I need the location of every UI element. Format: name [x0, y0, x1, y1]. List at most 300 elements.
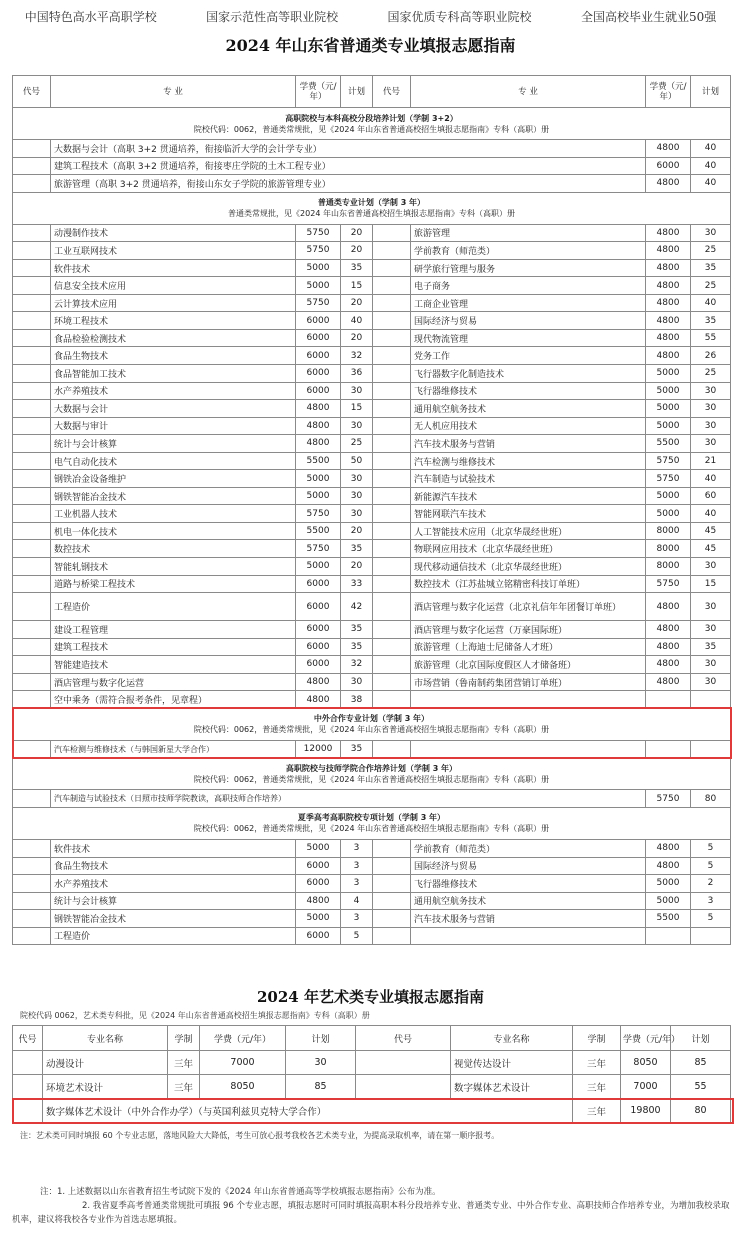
code-cell [373, 470, 411, 488]
years-cell: 三年 [573, 1099, 621, 1123]
plan-cell: 30 [341, 505, 373, 523]
code-cell [13, 505, 51, 523]
plan-cell: 40 [691, 505, 731, 523]
major-cell: 市场营销（鲁南制药集团营销订单班） [411, 673, 646, 691]
fee-cell: 5750 [296, 540, 341, 558]
major-cell: 工程造价 [51, 593, 296, 621]
footnote-2: 2. 我省夏季高考普通类常规批可填报 96 个专业志愿，填报志愿时可同时填报高职本科分段培养专业、普通类专业、中外合作专业、高职技师合作培养专业，为增加我校录取机率，建议将我校各专业作为首选志愿填报。 [12, 1201, 730, 1225]
table-row [13, 839, 731, 857]
plan-cell: 2 [691, 875, 731, 893]
fee-cell: 4800 [646, 857, 691, 875]
fee-cell: 4800 [646, 329, 691, 347]
main-title: 2024 年山东省普通类专业填报志愿指南 [225, 36, 516, 55]
section-header-s4 [13, 758, 731, 790]
code-cell [373, 312, 411, 330]
major-cell: 食品生物技术 [51, 347, 296, 365]
fee-cell: 4800 [296, 417, 341, 435]
art-name-cell: 动漫设计 [43, 1051, 168, 1075]
plan-cell: 35 [341, 259, 373, 277]
empty-cell [646, 740, 691, 758]
plan-cell: 50 [341, 452, 373, 470]
plan-cell: 35 [341, 740, 373, 758]
plan-cell: 4 [341, 892, 373, 910]
fee-cell: 6000 [296, 365, 341, 383]
code-cell [13, 638, 51, 656]
code-cell [373, 691, 411, 709]
major-cell: 工程造价 [51, 927, 296, 945]
fee-cell: 4800 [296, 673, 341, 691]
plan-cell: 55 [671, 1075, 731, 1099]
major-cell [411, 691, 646, 709]
fee-cell: 5500 [646, 435, 691, 453]
code-cell [13, 691, 51, 709]
plan-cell: 3 [341, 839, 373, 857]
table-row [13, 857, 731, 875]
fee-cell: 8050 [200, 1075, 286, 1099]
table-row [13, 242, 731, 260]
major-cell: 钢铁智能冶金技术 [51, 910, 296, 928]
plan-cell: 40 [691, 294, 731, 312]
art-name-cell: 视觉传达设计 [451, 1051, 573, 1075]
major-cell: 食品检验检测技术 [51, 329, 296, 347]
header-fee: 学费（元/年） [296, 76, 341, 108]
art-footnote: 注：艺术类可同时填报 60 个专业志愿，落地风险大大降低，考生可放心报考我校各艺术类专业，为提高录取机率，请在第一顺序报考。 [20, 1131, 500, 1140]
table-row [13, 593, 731, 621]
fee-cell: 5750 [296, 242, 341, 260]
plan-cell: 25 [691, 365, 731, 383]
code-cell [356, 1051, 451, 1075]
plan-cell: 20 [341, 242, 373, 260]
table-row [13, 400, 731, 418]
years-cell: 三年 [168, 1075, 200, 1099]
code-cell [373, 277, 411, 295]
code-cell [373, 224, 411, 242]
plan-cell: 35 [691, 312, 731, 330]
code-cell [373, 435, 411, 453]
art-header-row [13, 1026, 731, 1051]
major-cell: 党务工作 [411, 347, 646, 365]
fee-cell: 4800 [646, 839, 691, 857]
section-subtitle: 院校代码：0062，普通类常规批，见《2024 年山东省普通高校招生填报志愿指南》专科（高职）册 [193, 725, 550, 735]
fee-cell: 8050 [621, 1051, 671, 1075]
plan-cell: 5 [691, 857, 731, 875]
plan-cell: 45 [691, 522, 731, 540]
header-plan: 计划 [341, 76, 373, 108]
footnote-1: 注：1. 上述数据以山东省教育招生考试院下发的《2024 年山东省普通高等学校填报志愿指南》公布为准。 [40, 1187, 441, 1197]
fee-cell: 6000 [296, 927, 341, 945]
fee-cell: 19800 [621, 1099, 671, 1123]
art-name-cell: 数字媒体艺术设计 [451, 1075, 573, 1099]
section-title-cell [13, 807, 731, 839]
years-cell: 三年 [573, 1051, 621, 1075]
plan-cell: 25 [691, 242, 731, 260]
major-cell: 现代移动通信技术（北京华晟经世班） [411, 558, 646, 576]
section-header-s3 [13, 708, 731, 740]
fee-cell: 4800 [646, 242, 691, 260]
major-cell: 飞行器维修技术 [411, 382, 646, 400]
code-cell [13, 593, 51, 621]
major-cell: 汽车检测与维修技术（与韩国新星大学合作） [51, 740, 296, 758]
code-cell [373, 382, 411, 400]
plan-cell: 35 [341, 638, 373, 656]
code-cell [13, 277, 51, 295]
fee-cell: 5750 [296, 224, 341, 242]
major-cell: 统计与会计核算 [51, 892, 296, 910]
code-cell [13, 329, 51, 347]
art-row [13, 1075, 731, 1099]
code-cell [13, 522, 51, 540]
plan-cell: 3 [341, 910, 373, 928]
art-header-code: 代号 [13, 1026, 43, 1051]
major-cell: 现代物流管理 [411, 329, 646, 347]
section-title-cell [13, 758, 731, 790]
fee-cell: 8000 [646, 540, 691, 558]
plan-cell: 15 [691, 575, 731, 593]
fee-cell: 4800 [646, 673, 691, 691]
plan-cell: 38 [341, 691, 373, 709]
code-cell [373, 575, 411, 593]
major-cell: 汽车检测与维修技术 [411, 452, 646, 470]
code-cell [13, 435, 51, 453]
code-cell [13, 452, 51, 470]
fee-cell: 4800 [296, 691, 341, 709]
major-cell: 新能源汽车技术 [411, 487, 646, 505]
table-row [13, 452, 731, 470]
empty-cell [411, 740, 646, 758]
tagline: 中国特色高水平高职学校 [24, 9, 157, 24]
general-majors-table [12, 75, 731, 945]
table-row [13, 522, 731, 540]
plan-cell: 3 [691, 892, 731, 910]
major-cell: 建筑工程技术 [51, 638, 296, 656]
table-row [13, 540, 731, 558]
plan-cell: 30 [691, 417, 731, 435]
fee-cell: 6000 [296, 312, 341, 330]
art-header-fee: 学费（元/年） [200, 1026, 286, 1051]
art-title: 2024 年艺术类专业填报志愿指南 [257, 988, 484, 1006]
code-cell [13, 857, 51, 875]
plan-cell: 30 [691, 400, 731, 418]
table-row [13, 910, 731, 928]
plan-cell: 32 [341, 656, 373, 674]
major-cell: 道路与桥梁工程技术 [51, 575, 296, 593]
fee-cell: 6000 [296, 347, 341, 365]
major-cell: 旅游管理（上海迪士尼储备人才班） [411, 638, 646, 656]
code-cell [13, 621, 51, 639]
code-cell [373, 505, 411, 523]
table-row [13, 435, 731, 453]
years-cell: 三年 [573, 1075, 621, 1099]
major-cell: 汽车技术服务与营销 [411, 435, 646, 453]
major-cell: 信息安全技术应用 [51, 277, 296, 295]
code-cell [373, 621, 411, 639]
plan-cell: 30 [341, 382, 373, 400]
art-header-plan: 计划 [671, 1026, 731, 1051]
major-cell: 云计算技术应用 [51, 294, 296, 312]
table-header-row [13, 76, 731, 108]
plan-cell: 30 [691, 435, 731, 453]
major-cell: 大数据与会计（高职 3+2 贯通培养，衔接临沂大学的会计学专业） [51, 140, 646, 158]
major-cell: 飞行器维修技术 [411, 875, 646, 893]
fee-cell: 4800 [646, 140, 691, 158]
plan-cell: 20 [341, 522, 373, 540]
code-cell [373, 875, 411, 893]
table-row [13, 558, 731, 576]
table-row [13, 294, 731, 312]
fee-cell: 5750 [296, 294, 341, 312]
major-cell: 建设工程管理 [51, 621, 296, 639]
plan-cell [691, 927, 731, 945]
fee-cell: 5000 [646, 400, 691, 418]
code-cell [13, 365, 51, 383]
plan-cell: 40 [691, 157, 731, 175]
table-row [13, 470, 731, 488]
major-cell: 酒店管理与数字化运营（万豪国际班） [411, 621, 646, 639]
code-cell [13, 312, 51, 330]
code-cell [13, 927, 51, 945]
table-row [13, 365, 731, 383]
table-row [13, 505, 731, 523]
major-cell: 旅游管理（北京国际度假区人才储备班） [411, 656, 646, 674]
plan-cell: 35 [691, 259, 731, 277]
major-cell: 汽车技术服务与营销 [411, 910, 646, 928]
footnotes [12, 1185, 730, 1227]
fee-cell: 6000 [296, 329, 341, 347]
code-cell [13, 740, 51, 758]
code-cell [13, 1075, 43, 1099]
code-cell [13, 487, 51, 505]
empty-cell [691, 740, 731, 758]
table-row [13, 790, 731, 808]
table-row [13, 312, 731, 330]
plan-cell: 36 [341, 365, 373, 383]
fee-cell: 6000 [296, 575, 341, 593]
code-cell [373, 294, 411, 312]
fee-cell: 5000 [296, 487, 341, 505]
fee-cell: 4800 [646, 638, 691, 656]
tagline: 国家示范性高等职业院校 [206, 9, 339, 24]
tagline: 国家优质专科高等职业院校 [387, 9, 532, 24]
code-cell [373, 400, 411, 418]
section-title: 普通类专业计划（学制 3 年） [317, 198, 426, 208]
plan-cell: 20 [341, 558, 373, 576]
code-cell [13, 224, 51, 242]
fee-cell: 8000 [646, 558, 691, 576]
code-cell [13, 382, 51, 400]
plan-cell: 45 [691, 540, 731, 558]
years-cell: 三年 [168, 1051, 200, 1075]
code-cell [13, 1099, 43, 1123]
table-row [13, 329, 731, 347]
art-batch-note: 院校代码 0062，艺术类专科批，见《2024 年山东省普通高校招生填报志愿指南》专科（高职）册 [20, 1011, 370, 1020]
fee-cell: 6000 [296, 857, 341, 875]
code-cell [373, 365, 411, 383]
fee-cell: 6000 [296, 638, 341, 656]
table-row [13, 417, 731, 435]
table-row [13, 691, 731, 709]
table-row [13, 259, 731, 277]
major-cell: 汽车制造与试验技术（日照市技师学院教读，高职技师合作培养） [51, 790, 646, 808]
section-subtitle: 普通类常规批，见《2024 年山东省普通高校招生填报志愿指南》专科（高职）册 [228, 209, 515, 219]
fee-cell: 6000 [296, 593, 341, 621]
code-cell [13, 259, 51, 277]
table-row [13, 740, 731, 758]
major-cell: 旅游管理（高职 3+2 贯通培养，衔接山东女子学院的旅游管理专业） [51, 175, 646, 193]
code-cell [13, 157, 51, 175]
major-cell: 智能网联汽车技术 [411, 505, 646, 523]
plan-cell: 30 [341, 417, 373, 435]
plan-cell: 32 [341, 347, 373, 365]
major-cell: 大数据与审计 [51, 417, 296, 435]
code-cell [373, 892, 411, 910]
fee-cell: 5000 [646, 875, 691, 893]
fee-cell: 5000 [296, 839, 341, 857]
major-cell: 飞行器数字化制造技术 [411, 365, 646, 383]
major-cell: 空中乘务（需符合报考条件，见章程） [51, 691, 296, 709]
fee-cell: 4800 [646, 175, 691, 193]
major-cell: 水产养殖技术 [51, 875, 296, 893]
section-title-cell [13, 708, 731, 740]
fee-cell: 5750 [296, 505, 341, 523]
major-cell [411, 927, 646, 945]
plan-cell: 30 [691, 224, 731, 242]
empty-cell [373, 740, 411, 758]
art-name-cell: 环境艺术设计 [43, 1075, 168, 1099]
code-cell [373, 417, 411, 435]
table-row [13, 621, 731, 639]
major-cell: 钢铁智能冶金技术 [51, 487, 296, 505]
plan-cell [691, 691, 731, 709]
plan-cell: 25 [341, 435, 373, 453]
fee-cell: 5750 [646, 470, 691, 488]
art-name-cell: 数字媒体艺术设计（中外合作办学）（与英国利兹贝克特大学合作） [43, 1099, 573, 1123]
major-cell: 物联网应用技术（北京华晟经世班） [411, 540, 646, 558]
code-cell [373, 540, 411, 558]
art-majors-table [12, 1025, 731, 1123]
code-cell [373, 329, 411, 347]
fee-cell: 5000 [296, 910, 341, 928]
fee-cell: 8000 [646, 522, 691, 540]
plan-cell: 40 [691, 175, 731, 193]
code-cell [373, 857, 411, 875]
header-code: 代号 [373, 76, 411, 108]
fee-cell: 12000 [296, 740, 341, 758]
section-title: 中外合作专业计划（学制 3 年） [313, 714, 430, 724]
art-header-name: 专业名称 [451, 1026, 573, 1051]
art-row-sino-foreign [13, 1099, 731, 1123]
code-cell [373, 927, 411, 945]
fee-cell: 4800 [646, 259, 691, 277]
plan-cell: 3 [341, 857, 373, 875]
fee-cell: 4800 [646, 277, 691, 295]
plan-cell: 40 [341, 312, 373, 330]
plan-cell: 85 [286, 1075, 356, 1099]
fee-cell: 4800 [646, 593, 691, 621]
taglines [0, 0, 741, 32]
major-cell: 酒店管理与数字化运营 [51, 673, 296, 691]
major-cell: 软件技术 [51, 259, 296, 277]
section-title-cell [13, 192, 731, 224]
major-cell: 智能建造技术 [51, 656, 296, 674]
plan-cell: 15 [341, 277, 373, 295]
major-cell: 研学旅行管理与服务 [411, 259, 646, 277]
major-cell: 数控技术（江苏盐城立铭精密科技订单班） [411, 575, 646, 593]
art-row [13, 1051, 731, 1075]
major-cell: 通用航空航务技术 [411, 400, 646, 418]
code-cell [13, 347, 51, 365]
code-cell [13, 575, 51, 593]
table-row [13, 673, 731, 691]
section-subtitle: 院校代码：0062，普通类常规批，见《2024 年山东省普通高校招生填报志愿指南》专科（高职）册 [193, 774, 550, 784]
fee-cell: 5000 [646, 365, 691, 383]
table-row [13, 575, 731, 593]
fee-cell: 5500 [646, 910, 691, 928]
fee-cell: 5750 [646, 575, 691, 593]
major-cell: 食品生物技术 [51, 857, 296, 875]
major-cell: 工业机器人技术 [51, 505, 296, 523]
fee-cell: 5750 [646, 452, 691, 470]
code-cell [373, 522, 411, 540]
major-cell: 汽车制造与试验技术 [411, 470, 646, 488]
major-cell: 无人机应用技术 [411, 417, 646, 435]
fee-cell: 4800 [646, 347, 691, 365]
plan-cell: 20 [341, 294, 373, 312]
major-cell: 建筑工程技术（高职 3+2 贯通培养，衔接枣庄学院的土木工程专业） [51, 157, 646, 175]
major-cell: 食品智能加工技术 [51, 365, 296, 383]
table-row [13, 277, 731, 295]
header-major: 专 业 [51, 76, 296, 108]
section-header-s2 [13, 192, 731, 224]
plan-cell: 80 [671, 1099, 731, 1123]
code-cell [373, 242, 411, 260]
major-cell: 统计与会计核算 [51, 435, 296, 453]
section-title: 高职院校与本科高校分段培养计划（学制 3+2） [285, 113, 458, 123]
code-cell [13, 470, 51, 488]
fee-cell: 7000 [621, 1075, 671, 1099]
plan-cell: 35 [341, 621, 373, 639]
table-row [13, 382, 731, 400]
major-cell: 通用航空航务技术 [411, 892, 646, 910]
fee-cell: 6000 [296, 621, 341, 639]
art-header-plan: 计划 [286, 1026, 356, 1051]
fee-cell: 5000 [296, 558, 341, 576]
code-cell [13, 175, 51, 193]
table-row [13, 638, 731, 656]
table-row [13, 487, 731, 505]
fee-cell: 4800 [296, 435, 341, 453]
plan-cell: 30 [286, 1051, 356, 1075]
plan-cell: 21 [691, 452, 731, 470]
plan-cell: 30 [691, 558, 731, 576]
plan-cell: 5 [341, 927, 373, 945]
major-cell: 酒店管理与数字化运营（北京礼信年年团餐订单班） [411, 593, 646, 621]
major-cell: 国际经济与贸易 [411, 857, 646, 875]
plan-cell: 3 [341, 875, 373, 893]
code-cell [373, 593, 411, 621]
fee-cell: 4800 [296, 400, 341, 418]
code-cell [373, 638, 411, 656]
code-cell [13, 673, 51, 691]
fee-cell: 5000 [646, 417, 691, 435]
plan-cell: 25 [691, 277, 731, 295]
plan-cell: 60 [691, 487, 731, 505]
code-cell [13, 839, 51, 857]
major-cell: 人工智能技术应用（北京华晟经世班） [411, 522, 646, 540]
code-cell [13, 294, 51, 312]
fee-cell: 5500 [296, 522, 341, 540]
code-cell [373, 839, 411, 857]
section-header-s5 [13, 807, 731, 839]
